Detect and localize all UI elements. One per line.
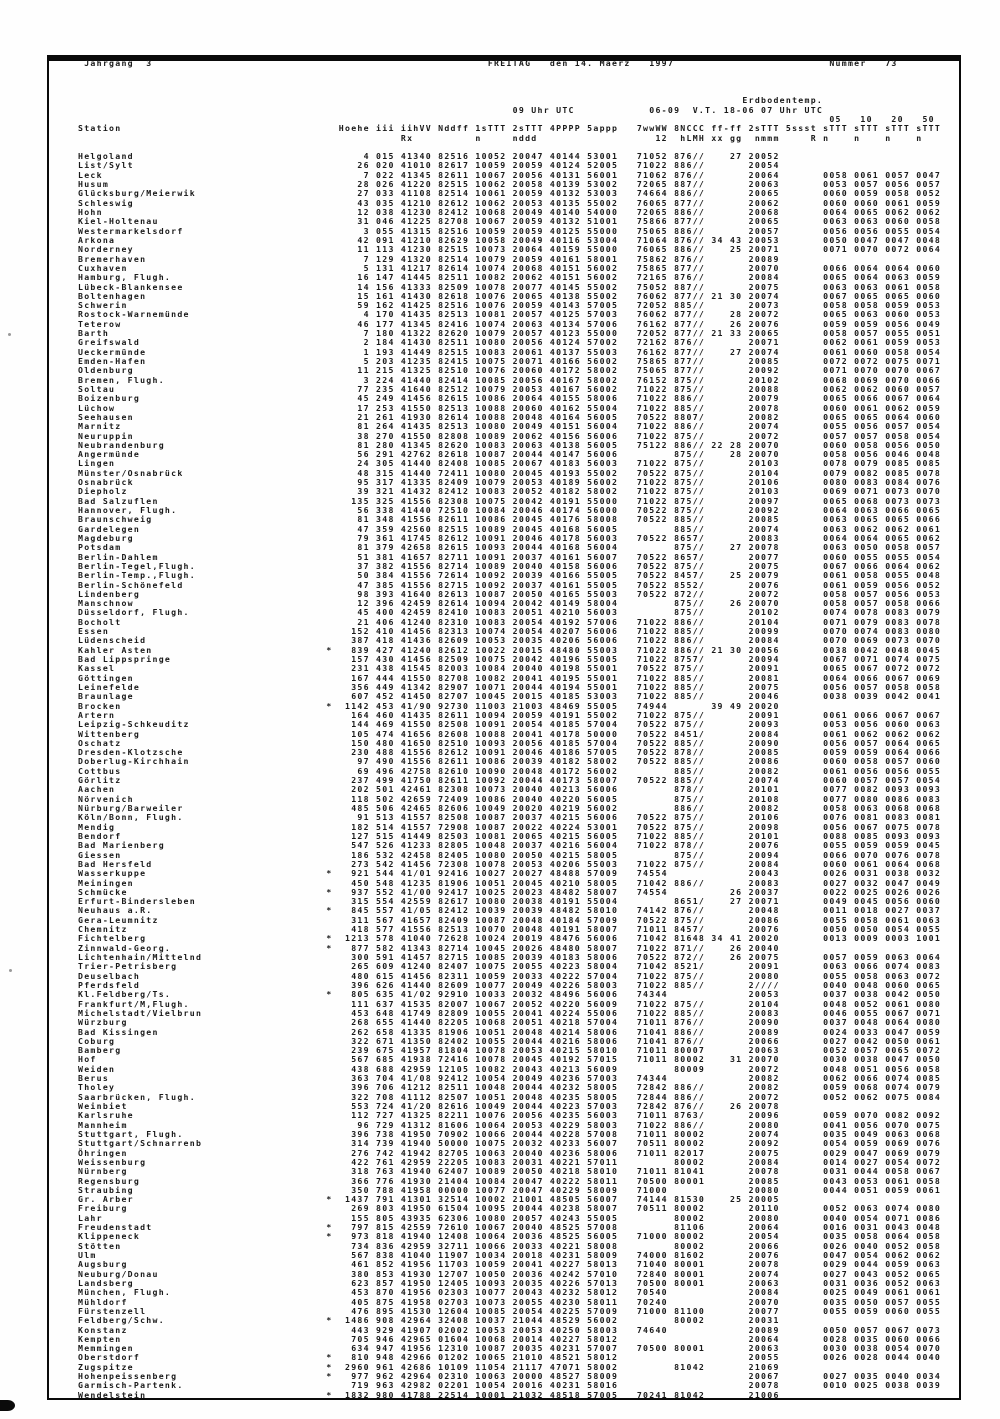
table-row: Cottbus 69 496 42758 82610 10090 20048 40172 56002 885// 20082 0061 0056 0056 0055 xyxy=(78,765,954,776)
table-row: Hamburg, Flugh. 16 147 41445 82511 10082 20062 40151 56002 72165 876// 20084 0065 0064 0063 0059 xyxy=(78,272,954,283)
table-row: Berus 363 704 41/08 92412 10054 20049 40236 57003 74344 20082 0062 0066 0074 0085 xyxy=(78,1073,954,1084)
table-row: Chemnitz 418 577 41556 82513 10070 20048 40191 58007 71011 8457/ 20076 0050 0050 0054 0055 xyxy=(78,924,954,935)
table-row: Deuselbach 480 615 41456 82311 10059 20033 40222 57004 71022 875// 20080 0055 0058 0063 0072 xyxy=(78,970,954,981)
table-row: List/Sylt 26 020 41010 82617 10059 20059 40124 52005 71022 886// 20054 xyxy=(78,160,954,171)
table-row: Münster/Osnabrück 48 315 41440 72411 10080 20045 40193 55002 70522 875// 20104 0079 0082 0085 0078 xyxy=(78,467,954,478)
table-row: Erfurt-Bindersleben 315 554 42559 82617 10080 20038 40191 55004 8651/ 27 20071 0049 0045 0056 0060 xyxy=(78,896,954,907)
table-row: Neubrandenburg 81 280 41345 82620 10083 20063 40138 56005 75122 886// 22 28 20070 0060 0058 0056 0050 xyxy=(78,439,954,450)
table-row: Neuhaus a.R. * 845 557 41/05 82412 10039 20039 48482 58010 74142 876// 20048 0011 0018 0027 0037 xyxy=(78,905,954,916)
table-row: Neuburg/Donau 380 853 41930 12707 10050 20036 40242 57010 72840 80001 20074 0027 0043 0052 0065 xyxy=(78,1268,954,1279)
table-row: Nürnberg 318 763 41940 62407 10089 20050 40218 58010 71011 81041 20078 0031 0044 0058 0067 xyxy=(78,1166,954,1177)
table-row: Bad Hersfeld 273 542 41456 72308 10078 20053 40206 55003 71022 875// 20084 0060 0061 0064 0068 xyxy=(78,858,954,869)
table-row: Feldberg/Schw. * 1486 908 42964 32408 10037 21044 48529 56002 80002 20031 xyxy=(78,1315,954,1326)
header-line: 09 Uhr UTC 06-09 V.T. 18-06 07 Uhr UTC xyxy=(78,104,954,115)
table-row: Braunschweig 81 348 41556 82611 10086 20045 40176 58008 70522 885// 20085 0063 0065 0065 0066 xyxy=(78,514,954,525)
table-row: Berlin-Dahlem 51 381 41657 82711 10091 20037 40161 56007 70522 8657/ 20077 0060 0055 0055 0054 xyxy=(78,551,954,562)
table-row: München, Flugh. 453 870 41956 02303 10077 20043 40232 58012 70540 20084 0025 0049 0061 0061 xyxy=(78,1287,954,1298)
table-row: Giessen 186 532 42458 82405 10080 20050 40215 58005 875// 20094 0066 0070 0076 0078 xyxy=(78,849,954,860)
table-row: Essen 152 410 41456 82313 10074 20054 40207 56006 71022 885// 20099 0070 0074 0083 0080 xyxy=(78,626,954,637)
table-row: Fürstenzell 476 895 41530 12604 10085 20054 40225 57009 71000 81100 20077 0055 0059 0060 0055 xyxy=(78,1305,954,1316)
blank-line xyxy=(78,68,954,77)
table-row: Wendelstein * 1832 980 41788 22514 10001 21032 48518 57005 70241 81042 21006 xyxy=(78,1389,954,1400)
table-row: Boizenburg 45 249 41456 82615 10086 20064 40155 58006 71022 886// 20079 0065 0066 0067 0064 xyxy=(78,393,954,404)
table-row: Kiel-Holtenau 31 046 41225 82708 10067 20059 40132 51001 75866 877// 20065 0063 0063 0060 0058 xyxy=(78,216,954,227)
table-row: Lahr 155 805 43935 62306 10080 20057 40243 55005 80002 20080 0040 0054 0071 0086 xyxy=(78,1212,954,1223)
table-row: Konstanz 443 929 41907 02002 10053 20053 40250 58003 74640 20089 0050 0057 0067 0073 xyxy=(78,1324,954,1335)
table-row: Oberstdorf * 810 948 42966 01202 10065 21010 48521 58012 20055 0026 0028 0044 0040 xyxy=(78,1352,954,1363)
table-row: Meiningen 450 548 41235 81906 10051 20045 40210 58005 71042 886// 20083 0027 0032 0047 0049 xyxy=(78,877,954,888)
table-row: Lichtenhain/Mittelnd 300 591 41457 82715 10085 20039 40183 58006 70522 872// 26 20075 0057 0059 0063 0064 xyxy=(78,952,954,962)
table-row: Weinbiet 553 724 41/20 82616 10049 20044 40223 57003 72842 876// 26 20078 xyxy=(78,1101,954,1111)
table-row: Angermünde 56 291 42762 82618 10087 20044 40147 56006 875// 28 20070 0058 0056 0046 0048 xyxy=(78,449,954,460)
table-row: Braunlage 607 452 41450 82707 10045 20015 40185 53003 71022 885// 20046 0038 0039 0042 0041 xyxy=(78,691,954,702)
table-row: Westermarkelsdorf 3 055 41315 82516 10059 20059 40125 55000 75065 886// 20057 0056 0056 0055 0054 xyxy=(78,225,954,236)
table-row: Mendig 182 514 41557 72908 10087 20022 40224 53001 70522 875// 20098 0056 0067 0075 0078 xyxy=(78,821,954,832)
table-row: Hof 567 685 41938 72416 10078 20045 40192 57015 71011 80002 31 20070 0030 0038 0047 0050 xyxy=(78,1054,954,1065)
table-row: Potsdam 81 379 42658 82615 10093 20044 40168 56004 875// 27 20078 0063 0050 0058 0057 xyxy=(78,542,954,553)
weather-observation-table xyxy=(78,59,954,1400)
table-row: Fichtelberg * 1213 578 41040 72628 10024 20019 48476 56006 71042 81648 34 41 20020 0013 0009 0003 1001 xyxy=(78,933,954,944)
table-row: Kassel 231 438 41545 82003 10084 20040 40198 55001 70522 875// 20091 0065 0067 0072 0072 xyxy=(78,663,954,674)
table-row: Bendorf 127 515 41449 82503 10081 20065 40215 56005 71022 885// 20101 0088 0085 0093 0093 xyxy=(78,830,954,841)
table-row: Artern 164 460 41435 82611 10094 20059 40191 55002 71022 875// 20091 0061 0066 0067 0067 xyxy=(78,709,954,720)
table-row: Kempten 705 946 42965 01604 10068 20014 40227 58012 20064 0028 0035 0060 0066 xyxy=(78,1333,954,1344)
table-row: Wittenberg 105 474 41656 82608 10088 20041 40178 50000 70522 8451/ 20084 0061 0062 0062 0062 xyxy=(78,728,954,739)
table-row: Aachen 202 501 42461 82308 10073 20040 40213 56006 878// 20101 0077 0082 0093 0093 xyxy=(78,784,954,795)
table-row: Soltau 77 235 41640 82512 10079 20053 40167 56002 71022 875// 20088 0062 0062 0060 0057 xyxy=(78,383,954,394)
table-row: Nürburg/Barweiler 485 506 42465 82606 10049 20020 40219 56002 886// 20082 0058 0063 0068 0068 xyxy=(78,803,954,813)
table-row: Wasserkuppe * 921 544 41/01 92416 10027 20027 48488 57009 74554 20043 0026 0031 0038 0032 xyxy=(78,868,954,879)
table-row: Kahler Asten * 839 427 41240 82612 10022 20015 48480 55003 71022 886// 21 30 20056 0038 0042 0048 0045 xyxy=(78,644,954,655)
masthead-line: Jahrgang 3 FREITAG den 14. Maerz 1997 Nummer 73 xyxy=(78,58,954,68)
table-row: Ueckermünde 1 193 41449 82515 10083 20061 40137 55003 76162 877// 27 20074 0061 0060 0058 0054 xyxy=(78,346,954,357)
table-row: Barth 7 180 41322 82620 10079 20057 40123 55000 72052 877// 21 33 20065 0058 0057 0055 0051 xyxy=(78,328,954,339)
table-row: Lüchow 17 253 41550 82513 10088 20060 40162 55004 71022 885// 20078 0060 0061 0062 0059 xyxy=(78,402,954,413)
table-row: Bad Lippspringe 157 430 41456 82509 10075 20042 40196 55005 71022 8757/ 20094 0067 0071 0074 0075 xyxy=(78,654,954,664)
header-line: 05 10 20 50 xyxy=(78,113,954,124)
table-row: Doberlug-Kirchhain 97 490 41556 82611 10086 20039 40182 58002 70522 885// 20086 0060 0058 0057 0060 xyxy=(78,756,954,767)
table-row: Gr. Arber * 1437 791 41301 32514 10002 21001 48505 56007 74144 81530 25 20005 xyxy=(78,1194,954,1205)
table-row: Lüdenscheid 387 418 41436 82609 10053 20035 40206 56006 71022 886// 20084 0070 0069 0073 0070 xyxy=(78,635,954,646)
table-row: Weiden 438 688 42959 12105 10082 20043 40213 56009 80009 20072 0048 0051 0056 0058 xyxy=(78,1063,954,1074)
table-row: Glücksburg/Meierwik 27 033 41108 82514 10061 20059 40132 53003 74664 886// 20065 0060 0059 0058 0052 xyxy=(78,188,954,199)
table-row: Berlin-Temp.,Flugh. 50 384 41556 72614 10092 20039 40166 55005 70522 8457/ 25 20079 0061 0058 0055 0048 xyxy=(78,570,954,581)
table-row: Bad Marienberg 547 526 41233 82805 10048 20037 40216 56004 71022 878// 20076 0055 0059 0059 0045 xyxy=(78,840,954,851)
table-row: Düsseldorf, Flugh. 45 400 42459 82410 10083 20051 40210 56003 875// 20102 0074 0078 0083 0079 xyxy=(78,607,954,618)
table-row: Regensburg 366 776 41930 21404 10084 20047 40222 58011 70500 80001 20085 0043 0053 0061 0058 xyxy=(78,1175,954,1186)
header-line: Station Hoehe iii iihVV Nddff 1sTTT 2sTTT 4PPPP 5appp 7wwWW 8NCCC ff-ff 2sTTT 5ssst sTTT sTTT sTTT sTTT xyxy=(78,123,954,134)
table-row: Garmisch-Partenk. 719 963 42982 02201 10054 20016 40231 58016 20078 0010 0025 0038 0039 xyxy=(78,1380,954,1391)
table-row: Bremerhaven 7 129 41320 82514 10079 20059 40161 58001 75862 876// 20089 xyxy=(78,253,954,264)
table-row: Oldenburg 11 215 41325 82510 10076 20060 40172 58002 75065 877// 20092 0071 0070 0070 0067 xyxy=(78,365,954,376)
table-row: Hohn 12 038 41230 82412 10068 20049 40140 54000 72065 886// 20068 0064 0065 0062 0062 xyxy=(78,207,954,217)
table-row: Freudenstadt * 797 815 42559 72610 10067 20040 48525 57008 81106 20064 0016 0031 0043 0048 xyxy=(78,1222,954,1233)
table-row: Dresden-Klotzsche 230 488 41556 82612 10091 20046 40186 57005 70522 878// 20085 0059 0059 0064 0066 xyxy=(78,747,954,758)
table-row: Cuxhaven 5 131 41217 82614 10074 20068 40151 56002 75865 877// 20070 0066 0064 0064 0060 xyxy=(78,262,954,273)
header-line: Rx n nddd 12 hLMH xx gg nmmm R n n n n xyxy=(78,132,954,143)
table-row: Göttingen 167 444 41550 82708 10082 20041 40195 55001 71022 885// 20081 0064 0066 0067 0069 xyxy=(78,672,954,683)
table-row: Ulm 567 838 41040 11907 10034 20018 40231 58009 74000 81602 20076 0047 0054 0062 0062 xyxy=(78,1250,954,1260)
table-row: Emden-Hafen 5 203 41235 82415 10075 20071 40166 56002 75865 877// 20085 0072 0072 0075 0071 xyxy=(78,356,954,366)
table-row: Schwerin 59 162 41425 82516 10076 20059 40143 57005 72052 885// 20073 0058 0058 0059 0053 xyxy=(78,300,954,311)
table-row: Stuttgart, Flugh. 396 738 41950 70902 10066 20044 40228 57008 71011 80002 20074 0035 0049 0063 0068 xyxy=(78,1128,954,1139)
table-row: Oschatz 150 480 41650 82510 10093 20056 40185 57004 70522 885// 20090 0056 0057 0064 0065 xyxy=(78,737,954,748)
table-row: Pferdsfeld 396 626 41440 82609 10077 20049 40226 58003 71022 885// 2//// 0040 0048 0060 0065 xyxy=(78,979,954,990)
table-row: Stuttgart/Schnarrenb 314 739 41940 50000 10075 20032 40233 56007 70511 80002 20092 0054 0059 0069 0076 xyxy=(78,1138,954,1149)
table-row: Landsberg 623 857 41950 12405 10093 20035 40226 57013 70500 80001 20063 0031 0036 0052 0063 xyxy=(78,1277,954,1288)
table-row: Schleswig 43 035 41210 82612 10062 20053 40135 55002 76065 877// 20062 0060 0060 0061 0059 xyxy=(78,197,954,208)
table-row: Bocholt 21 406 41240 82310 10083 20054 40192 57006 71022 886// 20104 0071 0079 0083 0078 xyxy=(78,616,954,627)
table-row: Osnabrück 95 317 41335 82409 10079 20053 40189 56002 71022 875// 20106 0080 0083 0084 0076 xyxy=(78,477,954,488)
table-row: Michelstadt/Vielbrun 453 648 41749 82809 10055 20041 40224 55006 71022 885// 20083 0046 0055 0067 0071 xyxy=(78,1007,954,1018)
table-row: Hohenpeissenberg * 977 962 42964 02310 10063 20000 48527 58009 20067 0027 0035 0040 0034 xyxy=(78,1371,954,1382)
table-row: Nörvenich 118 502 42659 72409 10086 20040 40220 56005 875// 20108 0077 0080 0086 0083 xyxy=(78,793,954,804)
table-row: Gardelegen 47 359 42560 82515 10089 20045 40168 56005 885// 20074 0063 0062 0062 0061 xyxy=(78,523,954,534)
table-row: Straubing 350 788 41958 00000 10077 20047 40229 58009 71000 20080 0044 0051 0059 0061 xyxy=(78,1184,954,1195)
table-row: Karlsruhe 112 727 41325 82211 10076 20056 40235 56003 71011 8763/ 20096 0059 0070 0082 0092 xyxy=(78,1110,954,1121)
table-row: Leipzig-Schkeuditz 144 469 41550 82508 10091 20054 40185 57004 70522 875// 20093 0053 0056 0060 0063 xyxy=(78,719,954,730)
table-row: Saarbrücken, Flugh. 322 708 41112 82507 10051 20048 40235 58005 72844 886// 20072 0052 0062 0075 0084 xyxy=(78,1091,954,1102)
table-row: Lingen 24 305 41440 82408 10085 20067 40183 56003 71022 875// 20103 0078 0079 0085 0085 xyxy=(78,458,954,469)
header-line: Erdbodentemp. xyxy=(78,95,954,106)
table-row: Helgoland 4 015 41340 82516 10052 20047 40144 53001 71052 876// 27 20052 xyxy=(78,151,954,162)
table-row: Husum 28 026 41220 82515 10062 20058 40139 53002 72065 887// 20063 0053 0057 0056 0057 xyxy=(78,179,954,190)
table-row: Berlin-Schönefeld 47 385 41556 82715 10092 20037 40161 55005 70522 8552/ 20076 0061 0059 0056 0052 xyxy=(78,579,954,590)
table-row: Neuruppin 38 270 41550 82808 10089 20062 40156 56006 71022 875// 20072 0057 0057 0058 0054 xyxy=(78,430,954,441)
table-row: Hannover, Flugh. 56 338 41440 72510 10084 20046 40174 56000 70522 875// 20092 0064 0063 0066 0065 xyxy=(78,505,954,515)
table-row: Würzburg 268 655 41440 82205 10068 20051 40218 57004 71011 876// 20090 0037 0048 0064 0080 xyxy=(78,1017,954,1028)
table-row: Bremen, Flugh. 3 224 41440 82414 10085 20056 40167 58002 76152 875// 20102 0068 0069 0070 0066 xyxy=(78,374,954,385)
table-row: Boltenhagen 15 161 41430 82618 10076 20065 40138 55002 76062 877// 21 30 20074 0067 0065 0065 0060 xyxy=(78,290,954,301)
table-row: Rostock-Warnemünde 4 170 41435 82513 10081 20057 40125 57003 76062 877// 28 20072 0065 0063 0060 0053 xyxy=(78,309,954,320)
table-row: Augsburg 461 852 41956 11703 10059 20041 40227 58013 71040 80001 20078 0029 0044 0059 0063 xyxy=(78,1259,954,1270)
table-row: Diepholz 39 321 41432 82412 10083 20052 40182 58002 71022 875// 20103 0069 0071 0073 0070 xyxy=(78,486,954,497)
table-row: Lübeck-Blankensee 14 156 41333 82509 10078 20077 40145 55002 75052 887// 20075 0063 0063 0061 0058 xyxy=(78,281,954,292)
table-row: Magdeburg 79 361 41745 82612 10091 20046 40178 56003 70522 8657/ 20083 0064 0064 0065 0062 xyxy=(78,532,954,543)
table-row: Coburg 322 671 41350 82402 10055 20044 40216 58006 71041 876// 20066 0027 0042 0050 0061 xyxy=(78,1035,954,1046)
table-row: Mühldorf 405 875 41958 02703 10073 20055 40230 58011 70240 20070 0035 0050 0057 0055 xyxy=(78,1296,954,1307)
blank-line xyxy=(78,78,954,87)
table-row: Leck 7 022 41345 82611 10067 20056 40131 56001 71062 876// 20064 0058 0061 0057 0047 xyxy=(78,169,954,180)
table-row: Kl.Feldberg/Ts. * 805 635 41/02 92910 10033 20032 48496 56006 74344 20053 0037 0038 0042 0050 xyxy=(78,989,954,1000)
table-row: Lindenberg 98 393 41640 82613 10087 20050 40165 55003 70522 872// 20072 0058 0057 0056 0053 xyxy=(78,588,954,599)
table-row: Seehausen 21 261 41930 82614 10088 20048 40164 56005 70522 8807/ 20082 0065 0065 0064 0060 xyxy=(78,411,954,422)
table-row: Leinefelde 356 449 41342 82907 10071 20044 40194 55001 71022 885// 20075 0056 0057 0058 0058 xyxy=(78,681,954,692)
table-row: Trier-Petrisberg 265 609 41240 82407 10075 20055 40223 58004 71042 8521/ 20091 0063 0066 0074 0083 xyxy=(78,961,954,972)
table-row: Greifswald 2 184 41430 82511 10080 20056 40124 57002 72162 876// 20071 0062 0061 0059 0053 xyxy=(78,337,954,348)
table-row: Manschnow 12 396 42459 82614 10094 20042 40149 58004 875// 26 20070 0058 0057 0058 0066 xyxy=(78,598,954,609)
table-row: Schmücke * 937 552 41/00 92417 10025 20023 48482 58007 74554 26 20037 0022 0025 0026 0026 xyxy=(78,886,954,897)
table-row: Bamberg 239 675 41957 81804 10078 20053 40215 58010 71011 80007 20063 0052 0057 0065 0072 xyxy=(78,1045,954,1056)
table-row: Weissenburg 422 761 42959 22205 10083 20031 40221 57011 80002 20084 0014 0027 0054 0072 xyxy=(78,1156,954,1167)
table-row: Tholey 396 706 41212 82511 10048 20044 40232 58005 72842 886// 20082 0059 0068 0074 0079 xyxy=(78,1082,954,1093)
table-row: Marnitz 81 264 41435 82513 10080 20049 40151 56004 71022 886// 20074 0055 0056 0057 0054 xyxy=(78,421,954,432)
scan-artifact xyxy=(0,1400,15,1411)
table-row: Bad Kissingen 262 658 41335 81906 10051 20048 40214 58006 71041 886// 20089 0024 0033 0047 0059 xyxy=(78,1026,954,1037)
table-row: Norderney 11 113 41230 82515 10073 20064 40159 55000 76065 886// 25 20071 0071 0070 0072 0064 xyxy=(78,244,954,255)
table-row: Gera-Leumnitz 311 567 41657 82409 10087 20048 40184 57009 70522 875// 20086 0055 0058 0061 0063 xyxy=(78,914,954,925)
table-row: Teterow 46 177 41345 82416 10074 20063 40134 57006 76162 877// 26 20076 0059 0059 0056 0049 xyxy=(78,318,954,329)
table-row: Zinnwald-Georg. * 877 582 41343 82714 10045 20026 48480 58007 71022 871// 26 20040 xyxy=(78,942,954,953)
table-row: Görlitz 237 499 41750 82611 10092 20044 40173 58007 70522 885// 20074 0060 0057 0057 0054 xyxy=(78,775,954,786)
table-row: Memmingen 634 947 41956 12310 10087 20035 40231 57007 70500 80001 20063 0030 0038 0054 0070 xyxy=(78,1343,954,1354)
table-row: Arkona 42 091 41210 82629 10058 20049 40116 53004 71064 876// 34 43 20053 0050 0047 0047 0048 xyxy=(78,234,954,245)
table-row: Frankfurt/M,Flugh. 111 637 41535 82007 10067 20052 40220 56009 71022 875// 20104 0048 0052 0061 0080 xyxy=(78,998,954,1009)
table-row: Öhringen 276 742 41942 82705 10063 20040 40236 58006 71011 82017 20075 0029 0047 0069 0079 xyxy=(78,1147,954,1158)
table-row: Zugspitze * 2960 961 42686 10109 11054 21117 47071 58002 81042 21069 xyxy=(78,1361,954,1372)
table-row: Berlin-Tegel,Flugh. 37 382 41556 82714 10089 20040 40158 56006 70522 875// 20075 0067 0066 0064 0062 xyxy=(78,560,954,571)
table-row: Bad Salzuflen 135 325 41556 82308 10075 20042 40191 55000 71022 875// 20097 0065 0068 0073 0073 xyxy=(78,495,954,506)
table-row: Stötten 734 836 42959 32711 10066 20033 40221 58008 80002 20066 0026 0040 0052 0058 xyxy=(78,1240,954,1251)
table-row: Brocken * 1142 453 41/90 92730 11003 21003 48469 55005 74944 39 49 20020 xyxy=(78,700,954,711)
scan-speck xyxy=(8,333,11,336)
table-row: Freiburg 269 803 41950 61504 10095 20044 40238 58007 70511 80002 20110 0052 0063 0074 0080 xyxy=(78,1203,954,1214)
scan-speck xyxy=(9,969,12,972)
table-row: Mannheim 96 729 41312 81606 10064 20053 40229 58003 71022 886// 20080 0041 0056 0070 0075 xyxy=(78,1119,954,1130)
table-row: Köln/Bonn, Flugh. 91 513 41557 82508 10087 20037 40215 56006 70522 875// 20106 0076 0081 0083 0081 xyxy=(78,812,954,823)
table-row: Klippeneck * 973 818 41940 12408 10064 20036 48525 56005 71000 80002 20054 0035 0058 0064 0058 xyxy=(78,1231,954,1242)
